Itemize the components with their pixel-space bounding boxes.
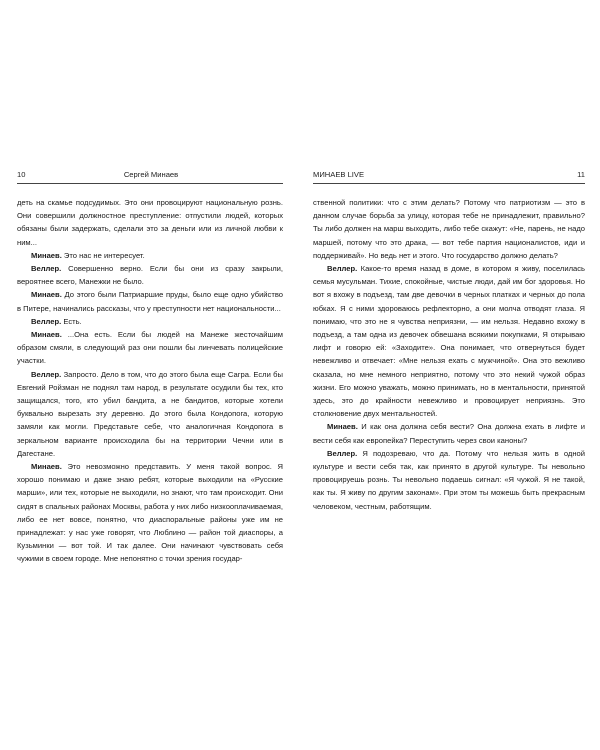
paragraph: [17, 262, 283, 288]
page-number: 10: [17, 170, 26, 179]
paragraph: [313, 447, 585, 513]
paragraph-text: До этого были Патриаршие пруды, было еще одно убийство в Питере, начинались рассказы, что у преступности нет национальности...: [17, 290, 283, 313]
speaker-name: Минаев.: [31, 290, 62, 300]
speaker-name: Веллер.: [31, 369, 62, 379]
speaker-name: Веллер.: [31, 264, 62, 274]
page-number: 11: [577, 170, 585, 179]
header-rule: [313, 183, 585, 184]
paragraph-text: ...Она есть. Если бы людей на Манеже жесточайшим образом смяли, в следующий раз они пошли бы линчевать полицейские участки.: [17, 330, 283, 366]
paragraph: [17, 249, 283, 262]
paragraph-text: И как она должна себя вести? Она должна ехать в лифте и вести себя как европейка? Переступить через свои каноны?: [313, 422, 585, 445]
paragraph-text: Это невозможно представить. У меня такой вопрос. Я хорошо понимаю и даже знаю ребят, которые выходили на «Русские марши», или тех, которые не выходили, но знают, что там происходит. Они сидят в спальных районах Москвы, работа у них либо низкооплачиваемая, либо ее нет вовсе, понятно, что диаспоральные районы уже им не принадлежат: у нас уже говорят, что Люблино — район той диаспоры, а Кузьминки — вот той. И так далее. Они начинают чувствовать себя чужими в своем городе. Мне непонятно с точки зрения государ-: [17, 462, 283, 564]
running-head: МИНАЕВ LIVE: [313, 170, 365, 179]
speaker-name: Веллер.: [327, 448, 358, 458]
paragraph-text: Запросто. Дело в том, что до этого была еще Сагра. Если бы Евгений Ройзман не поднял там народ, в результате осудили бы тех, кто защищался, того, кто убил бандита, а не бандитов, которые хотели буквально вырезать эту деревню. До этого была Кондопога, которую замяли как могли. Представьте себе, что аналогичная Кондопога в зеркальном варианте происходила бы на территории Чечни или в Дагестане.: [17, 369, 283, 458]
paragraph-text: ственной политики: что с этим делать? Потому что патриотизм — это в данном случае борьба за улицу, которая тебе не принадлежит, правильно? Ты либо должен на марш выходить, либо тебе скажут: «Не, парень, не надо маршей, потому что это драка, — вот тебе партия националистов, иди и поддерживай». Но ведь нет и этого. Что государство должно делать?: [313, 198, 585, 260]
paragraph: [17, 328, 283, 368]
speaker-name: Минаев.: [31, 462, 62, 472]
paragraph: [17, 288, 283, 314]
paragraph: [17, 196, 283, 249]
page-body: [313, 196, 585, 513]
paragraph-text: Есть.: [61, 316, 82, 326]
speaker-name: Минаев.: [31, 250, 62, 260]
speaker-name: Веллер.: [327, 264, 358, 274]
paragraph: [17, 368, 283, 460]
paragraph: [17, 315, 283, 328]
paragraph: [313, 196, 585, 262]
paragraph: [313, 262, 585, 420]
header-rule: [17, 183, 283, 184]
speaker-name: Минаев.: [327, 422, 358, 432]
paragraph-text: Это нас не интересует.: [61, 250, 145, 260]
right-page: [300, 0, 600, 750]
paragraph-text: Я подозреваю, что да. Потому что нельзя жить в одной культуре и вести себя так, как принято в другой культуре. Ты невольно провоцируешь рознь. Ты невольно подаешь сигнал: «Я чужой. Я не такой, как ты. Я живу по другим законам». При этом ты можешь быть прекрасным человеком, честным, работящим.: [313, 448, 585, 511]
paragraph-text: Совершенно верно. Если бы они из сразу закрыли, вероятнее всего, Манежки не было.: [17, 264, 283, 287]
speaker-name: Веллер.: [31, 316, 62, 326]
speaker-name: Минаев.: [31, 330, 62, 340]
paragraph-text: Какое-то время назад в доме, в котором я живу, поселилась семья мусульман. Тихие, спокойные, чистые люди, дай им бог здоровья. Но вот я вхожу в подъезд, там две девочки в черных платках и черных до пола юбках. Я с ними здороваюсь рефлекторно, а они молча отводят глаза. Я понимаю, что это не я чувства неприязни, — им нельзя. Недавно вхожу в подъезд, а там одна из девочек обвешана всякими покупками, Я открываю лифт и говорю ей: «Заходите». Она понимает, что отвернуться будет невежливо и отвечает: «Мне нельзя ехать с мужчиной». Она это вежливо сказала, но мне немного неприятно, потому что это некий чужой образ жизни. Его можно уважать, можно принимать, но в ментальности, принятой здесь, это до крайности невежливо и провоцирует неприязнь. Это столкновение двух ментальностей.: [313, 264, 585, 419]
paragraph-text: деть на скамье подсудимых. Это они провоцируют национальную рознь. Они совершили должностное преступление: отпустили людей, которых обязаны были задержать, сделали это за деньги или из личной любви к ним...: [17, 198, 283, 247]
page-body: [17, 196, 283, 566]
paragraph: [17, 460, 283, 566]
running-head: Сергей Минаев: [123, 170, 179, 179]
paragraph: [313, 420, 585, 446]
